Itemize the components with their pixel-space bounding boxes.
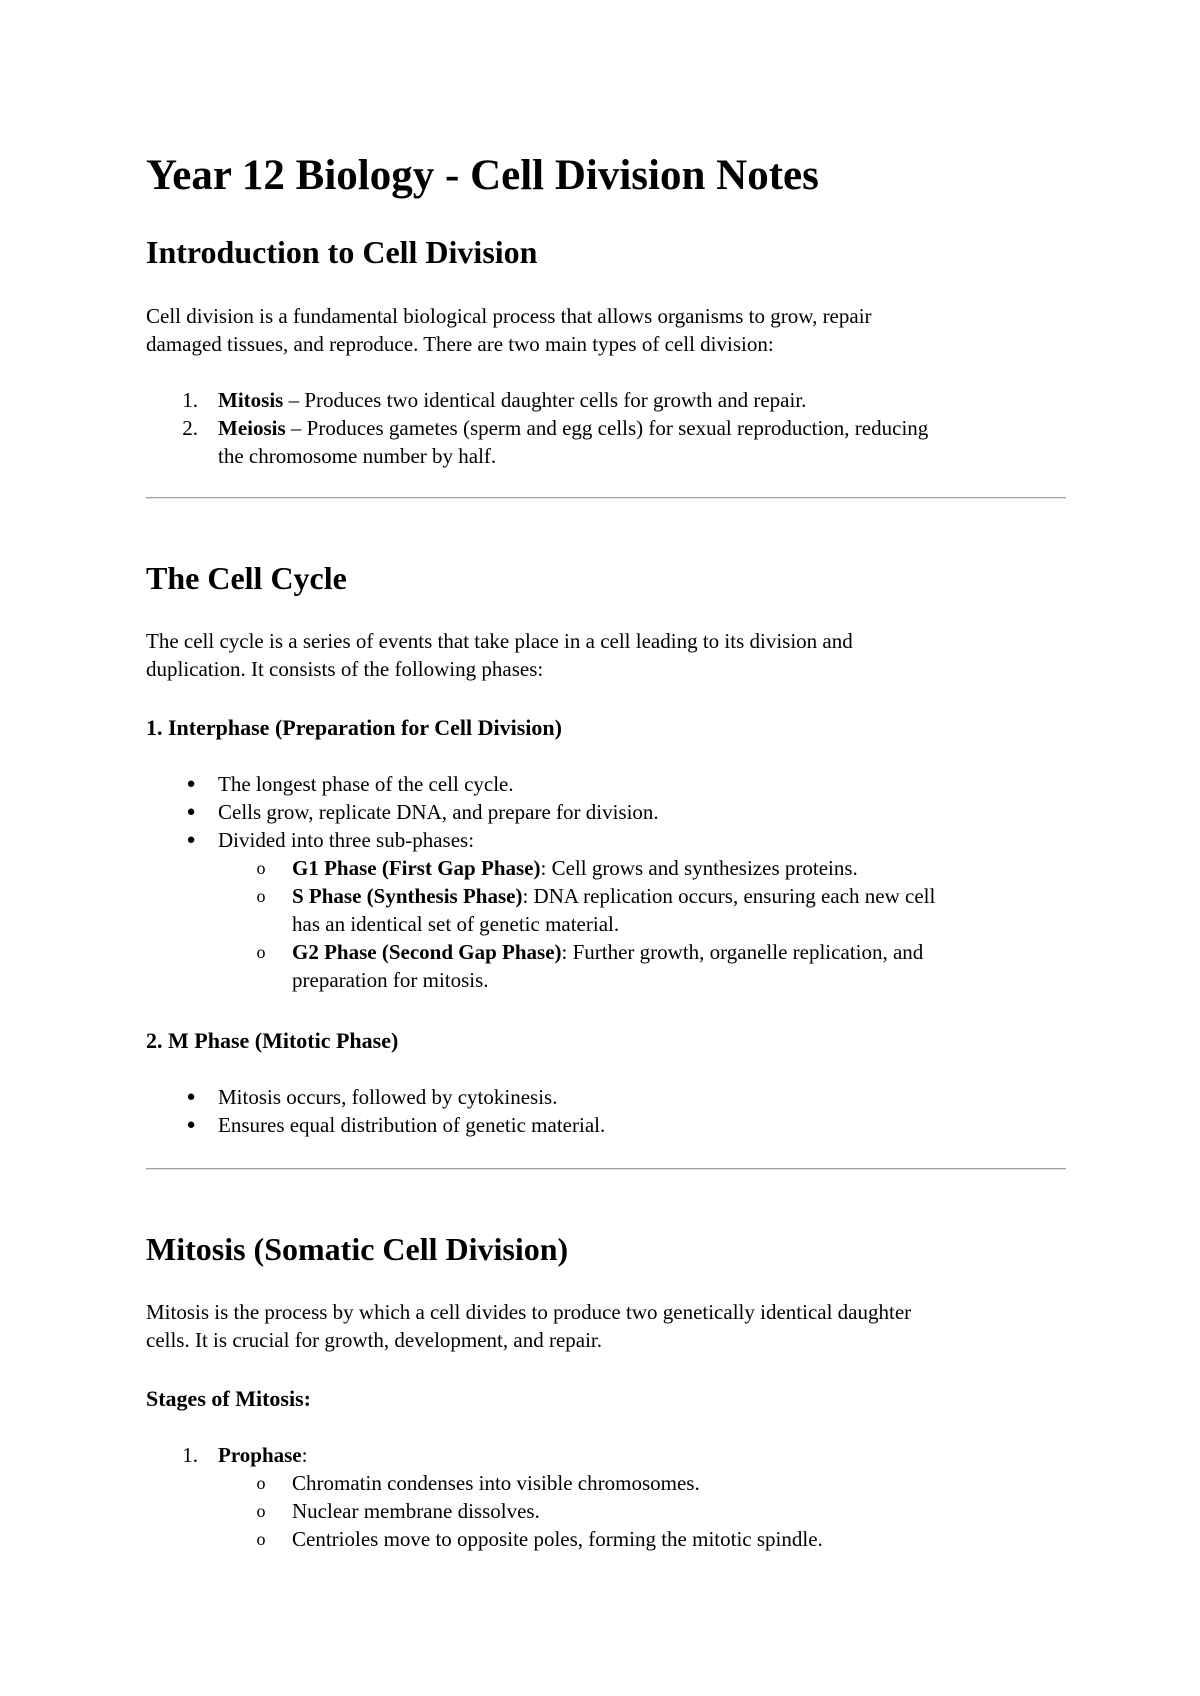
section-divider bbox=[146, 497, 1066, 499]
bullet-icon: ● bbox=[186, 776, 196, 792]
intro-heading: Introduction to Cell Division bbox=[146, 234, 538, 270]
term-s-phase: S Phase (Synthesis Phase) bbox=[292, 884, 523, 908]
bullet-icon: ● bbox=[186, 832, 196, 848]
bullet-icon: ● bbox=[186, 1089, 196, 1105]
term-g2-phase: G2 Phase (Second Gap Phase) bbox=[292, 940, 562, 964]
stages-heading: Stages of Mitosis: bbox=[146, 1386, 311, 1411]
mitosis-paragraph-line1: Mitosis is the process by which a cell divides to produce two genetically identical daughter bbox=[146, 1300, 912, 1324]
circle-bullet-icon: o bbox=[256, 1501, 266, 1521]
document-title: Year 12 Biology - Cell Division Notes bbox=[146, 152, 819, 199]
term-prophase: Prophase bbox=[218, 1443, 302, 1467]
item-text: – Produces two identical daughter cells for growth and repair. bbox=[283, 388, 807, 412]
term-meiosis: Meiosis bbox=[218, 416, 286, 440]
cell-cycle-paragraph-line2: duplication. It consists of the following phases: bbox=[146, 657, 544, 681]
mitosis-paragraph-line2: cells. It is crucial for growth, development, and repair. bbox=[146, 1328, 603, 1352]
section-divider bbox=[146, 1168, 1066, 1170]
mitosis-heading: Mitosis (Somatic Cell Division) bbox=[146, 1231, 569, 1267]
interphase-heading: 1. Interphase (Preparation for Cell Division) bbox=[146, 715, 562, 740]
term-g1-phase: G1 Phase (First Gap Phase) bbox=[292, 856, 541, 880]
circle-bullet-icon: o bbox=[256, 858, 266, 878]
circle-bullet-icon: o bbox=[256, 942, 266, 962]
list-number: 1. bbox=[182, 388, 198, 412]
intro-paragraph-line1: Cell division is a fundamental biological process that allows organisms to grow, repair bbox=[146, 304, 872, 328]
circle-bullet-icon: o bbox=[256, 1529, 266, 1549]
item-text-line2: the chromosome number by half. bbox=[218, 444, 497, 468]
mitosis-paragraph bbox=[146, 1298, 1066, 1354]
list-number: 2. bbox=[182, 416, 198, 440]
m-phase-heading: 2. M Phase (Mitotic Phase) bbox=[146, 1028, 399, 1053]
cell-cycle-heading: The Cell Cycle bbox=[146, 560, 347, 596]
cell-cycle-paragraph-line1: The cell cycle is a series of events that take place in a cell leading to its division and bbox=[146, 629, 853, 653]
bullet-icon: ● bbox=[186, 1117, 196, 1133]
list-number: 1. bbox=[182, 1443, 198, 1467]
item-text: – Produces gametes (sperm and egg cells) for sexual reproduction, reducing bbox=[285, 416, 929, 440]
term-mitosis: Mitosis bbox=[218, 388, 284, 412]
bullet-icon: ● bbox=[186, 804, 196, 820]
circle-bullet-icon: o bbox=[256, 886, 266, 906]
intro-paragraph-line2: damaged tissues, and reproduce. There are two main types of cell division: bbox=[146, 332, 774, 356]
circle-bullet-icon: o bbox=[256, 1473, 266, 1493]
cell-cycle-paragraph bbox=[146, 627, 1066, 683]
intro-paragraph bbox=[146, 302, 1066, 358]
